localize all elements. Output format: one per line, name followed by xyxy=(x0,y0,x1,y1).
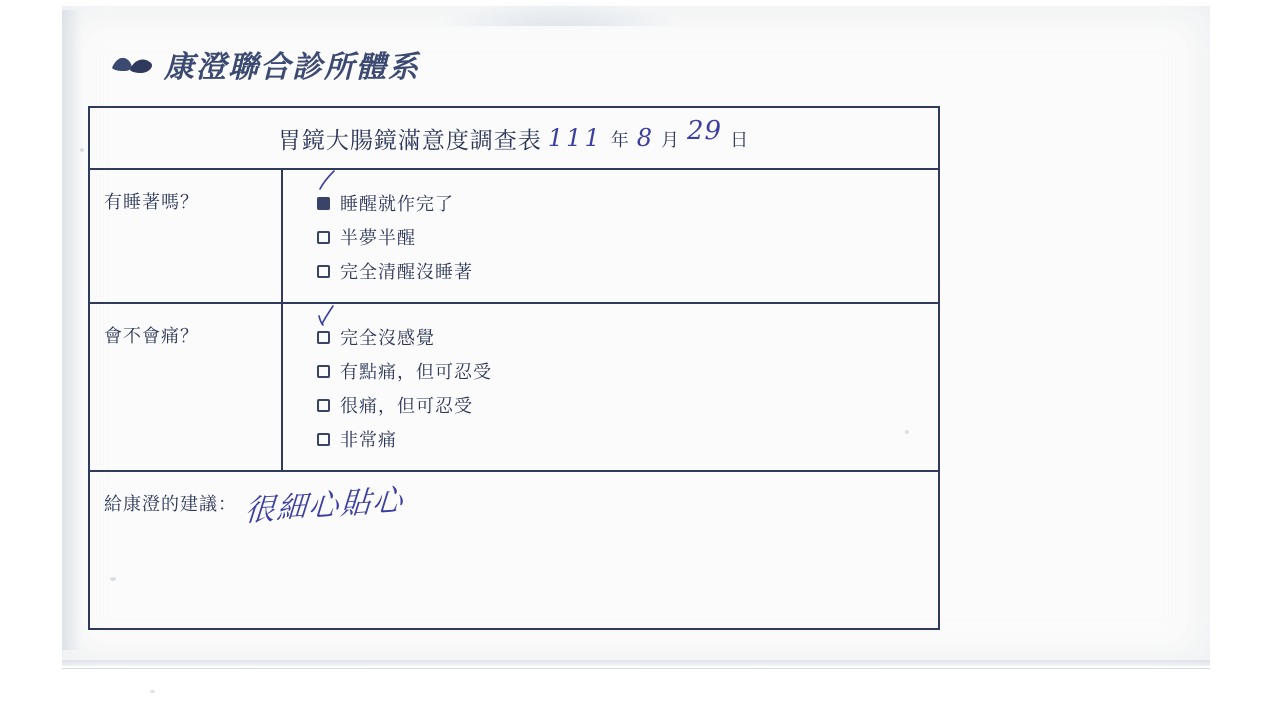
paper-shadow-left xyxy=(62,10,82,650)
option-label: 半夢半醒 xyxy=(340,228,416,249)
option-label: 很痛，但可忍受 xyxy=(340,396,473,417)
option-pain-1[interactable] xyxy=(317,354,938,388)
paper-edge-bottom xyxy=(62,660,1210,666)
date-day-value: 29 xyxy=(687,116,723,146)
checkbox-icon[interactable] xyxy=(317,231,330,244)
checkbox-icon[interactable] xyxy=(317,365,330,378)
option-label: 有點痛，但可忍受 xyxy=(340,362,492,383)
question-label-pain: 會不會痛？ xyxy=(90,304,283,470)
question-row-sleep xyxy=(90,170,938,304)
pen-check-mark xyxy=(314,303,340,329)
option-sleep-1[interactable] xyxy=(317,220,938,254)
satisfaction-survey-form xyxy=(88,106,940,630)
question-options-pain xyxy=(283,304,938,470)
option-label: 非常痛 xyxy=(340,430,397,451)
paper-fold-line xyxy=(62,668,1210,669)
option-label: 完全清醒沒睡著 xyxy=(340,262,473,283)
form-title: 胃鏡大腸鏡滿意度調查表 xyxy=(277,127,542,154)
date-year-unit: 年 xyxy=(610,130,629,151)
comment-label: 給康澄的建議： xyxy=(104,494,237,515)
question-label-sleep: 有睡著嗎？ xyxy=(90,170,283,302)
clinic-name: 康澄聯合診所體系 xyxy=(164,50,420,85)
checkbox-checked-icon[interactable] xyxy=(317,331,330,344)
option-label: 睡醒就作完了 xyxy=(340,194,454,215)
question-row-pain xyxy=(90,304,938,472)
scan-speck xyxy=(150,690,155,693)
option-pain-0[interactable] xyxy=(317,320,938,354)
option-sleep-2[interactable] xyxy=(317,254,938,288)
option-pain-2[interactable] xyxy=(317,388,938,422)
date-year-value: 111 xyxy=(547,124,603,152)
comment-row xyxy=(90,472,938,628)
question-options-sleep xyxy=(283,170,938,302)
checkbox-icon[interactable] xyxy=(317,433,330,446)
paper-shadow-top xyxy=(430,0,690,26)
comment-handwriting: 很細心貼心 xyxy=(243,482,406,530)
option-pain-3[interactable] xyxy=(317,422,938,456)
clinic-logo xyxy=(110,42,420,86)
scan-speck xyxy=(80,148,84,152)
date-field xyxy=(547,116,750,153)
date-month-value: 8 xyxy=(636,124,653,152)
date-month-unit: 月 xyxy=(661,130,679,151)
pen-tick-mark xyxy=(314,169,340,195)
leaf-icon xyxy=(110,51,154,77)
date-day-unit: 日 xyxy=(730,130,749,151)
option-sleep-0[interactable] xyxy=(317,186,938,220)
form-title-row xyxy=(90,108,938,170)
checkbox-icon[interactable] xyxy=(317,399,330,412)
comment-cell[interactable] xyxy=(90,472,938,628)
checkbox-icon[interactable] xyxy=(317,265,330,278)
checkbox-checked-icon[interactable] xyxy=(317,197,330,210)
option-label: 完全沒感覺 xyxy=(340,328,435,349)
